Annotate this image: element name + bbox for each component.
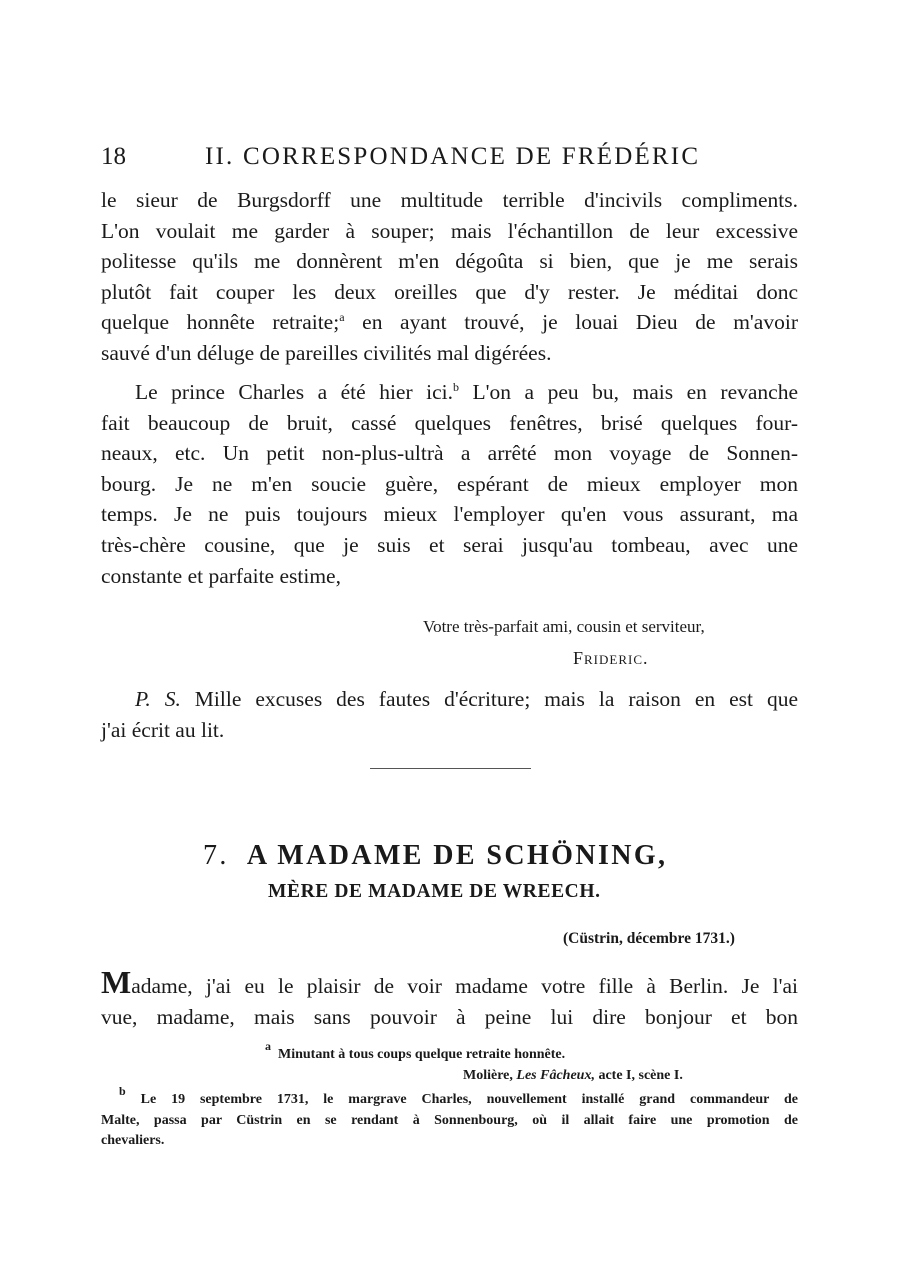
text-line [101,307,798,338]
footnote-marker-a: a [265,1039,271,1053]
text-fragment: Le 19 septembre 1731, le margrave Charles, nouvellement installé grand commandeur de [125,1092,798,1107]
text-fragment: adame, j'ai eu le plaisir de voir madame votre fille à Berlin. Je l'ai [131,974,798,998]
footnote-a-source [463,1068,683,1084]
paragraph-2 [101,377,798,591]
section-divider [370,768,531,769]
text-line: j'ai écrit au lit. [101,717,225,742]
text-line: neaux, etc. Un petit non-plus-ultrà a arrêté mon voyage de Sonnen- [101,441,798,466]
text-line: L'on voulait me garder à souper; mais l'échantillon de leur excessive [101,218,798,243]
letter-body [101,964,798,1032]
letter-number: 7. [203,840,229,871]
letter-subtitle: MÈRE DE MADAME DE WREECH. [268,881,601,902]
footnote-b [101,1084,798,1152]
text-line: politesse qu'ils me donnèrent m'en dégoûta si bien, que je me serais [101,249,798,274]
running-head [101,143,801,177]
text-line [101,964,798,1002]
text-fragment: Mille excuses des fautes d'écriture; mais la raison en est que [180,687,798,711]
postscript-label: P. S. [135,687,181,711]
footnote-a-quote [265,1039,566,1063]
text-fragment: quelque honnête retraite; [101,310,340,335]
letter-title: A MADAME DE SCHÖNING, [246,840,668,871]
text-fragment: Molière, [463,1068,517,1083]
running-head-title: II. CORRESPONDANCE DE FRÉDÉRIC [205,143,701,170]
footnote-marker-b: b [119,1084,126,1098]
text-line: constante et parfaite estime, [101,563,341,588]
text-fragment: acte I, scène I. [594,1068,683,1083]
closing-formula: Votre très-parfait ami, cousin et serviteur, [423,617,705,636]
page-number: 18 [101,143,126,170]
text-line: plutôt fait couper les deux oreilles que d'y rester. Je méditai donc [101,279,798,304]
text-fragment: L'on a peu bu, mais en revanche [459,380,798,404]
letter-heading [203,840,667,872]
text-line [101,377,798,408]
text-line: Malte, passa par Cüstrin en se rendant à Sonnenbourg, où il allait faire une promotion de [101,1112,798,1128]
text-fragment: Minutant à tous coups quelque retraite honnête. [278,1047,566,1062]
text-line [101,684,798,715]
paragraph-1 [101,185,798,369]
text-fragment: en ayant trouvé, je louai Dieu de m'avoir [344,310,798,335]
work-title: Les Fâcheux, [516,1068,595,1083]
text-line: bourg. Je ne m'en soucie guère, espérant de mieux employer mon [101,471,798,496]
dateline: (Cüstrin, décembre 1731.) [563,930,735,947]
text-line: très-chère cousine, que je suis et serai jusqu'au tombeau, avec une [101,532,798,557]
text-line: vue, madame, mais sans pouvoir à peine lui dire bonjour et bon [101,1004,798,1029]
text-line: temps. Je ne puis toujours mieux l'employer qu'en vous assurant, ma [101,502,798,527]
text-line: chevaliers. [101,1133,165,1148]
signature: Frideric. [573,648,649,668]
text-fragment: Le prince Charles a été hier ici. [135,380,453,404]
text-line: sauvé d'un déluge de pareilles civilités mal digérées. [101,340,552,365]
postscript [101,684,798,745]
footnote-ref-b[interactable]: b [453,380,459,394]
drop-cap: M [101,964,132,1000]
footnote-ref-a[interactable]: a [339,310,345,325]
text-line: fait beaucoup de bruit, cassé quelques fenêtres, brisé quelques four- [101,410,798,435]
text-line [101,1084,798,1111]
text-line: le sieur de Burgsdorff une multitude terrible d'incivils compliments. [101,188,798,212]
